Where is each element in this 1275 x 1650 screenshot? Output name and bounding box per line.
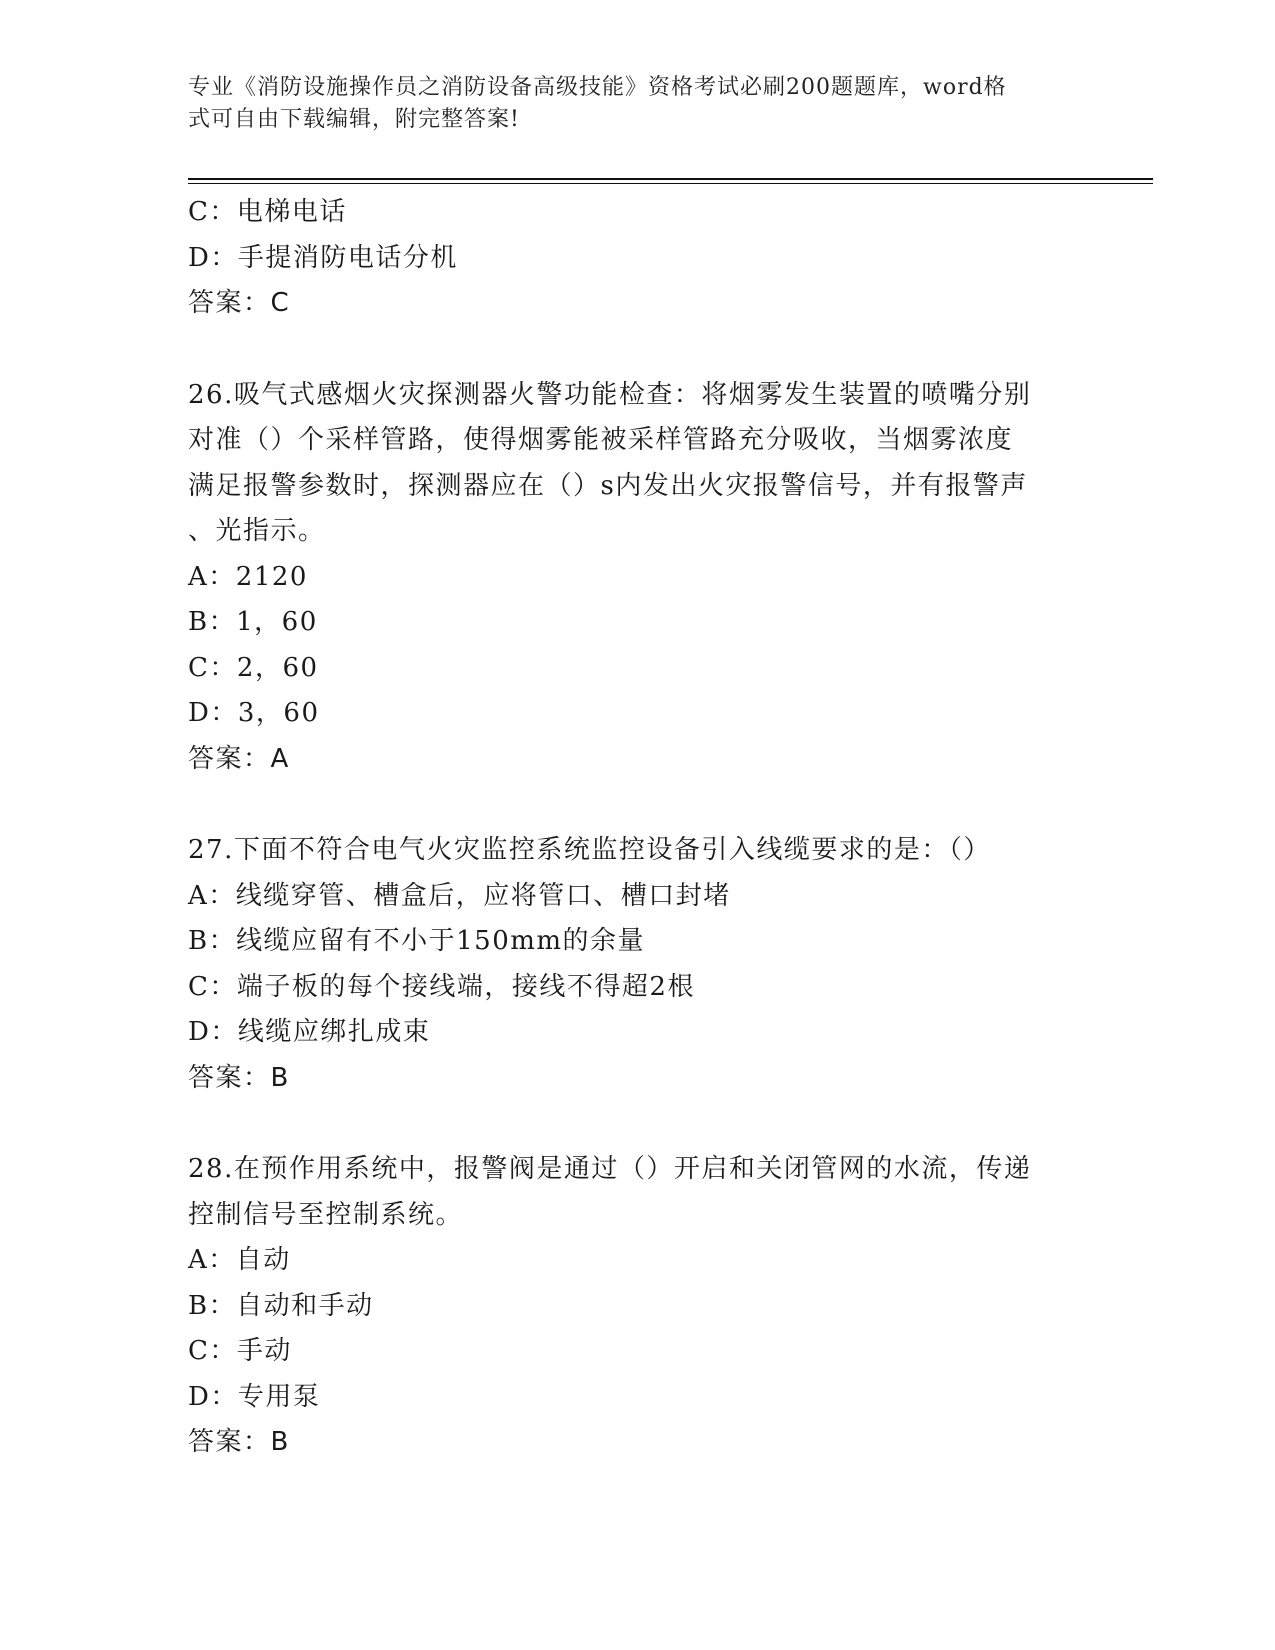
option-b	[188, 919, 1088, 965]
option-b	[188, 600, 1088, 646]
header-divider-thin	[188, 183, 1153, 184]
stem-line: 28.在预作用系统中，报警阀是通过（）开启和关闭管网的水流，传递	[188, 1154, 1032, 1184]
option-c	[188, 646, 1088, 692]
stem-line: 控制信号至控制系统。	[188, 1199, 464, 1230]
option-label: D：	[188, 242, 238, 273]
question-stem	[188, 828, 1088, 874]
option-label: A：	[188, 561, 236, 592]
option-text: 手提消防电话分机	[237, 242, 458, 273]
option-text: 线缆应留有不小于150mm的余量	[236, 926, 646, 956]
option-label: D：	[188, 1017, 238, 1047]
header-line-2: 式可自由下载编辑，附完整答案!	[188, 107, 520, 132]
question-28	[188, 1147, 1088, 1466]
option-label: A：	[188, 880, 236, 911]
option-text: 端子板的每个接线端，接线不得超2根	[236, 971, 695, 1002]
option-label: C：	[188, 1336, 237, 1366]
option-text: 手动	[236, 1336, 292, 1366]
option-label: B：	[188, 1290, 237, 1321]
header-line-1: 专业《消防设施操作员之消防设备高级技能》资格考试必刷200题题库，word格	[188, 75, 1007, 100]
option-d	[188, 691, 1088, 737]
option-text: 线缆应绑扎成束	[237, 1017, 431, 1047]
stem-line: 满足报警参数时，探测器应在（）s内发出火灾报警信号，并有报警声	[188, 470, 1028, 501]
option-d	[188, 1010, 1088, 1056]
option-text: 自动	[235, 1245, 291, 1275]
option-label: B：	[188, 926, 237, 956]
spacer	[188, 782, 1088, 828]
stem-line: 26.吸气式感烟火灾探测器火警功能检查：将烟雾发生装置的喷嘴分别	[188, 379, 1032, 410]
option-d	[188, 1375, 1088, 1421]
answer-line: 答案：B	[188, 1062, 290, 1093]
option-a	[188, 555, 1088, 601]
option-label: A：	[188, 1245, 236, 1275]
option-text: 2120	[235, 561, 308, 592]
option-label: D：	[188, 1381, 238, 1412]
question-27	[188, 828, 1088, 1101]
option-label: C：	[188, 652, 237, 683]
option-c	[188, 190, 1088, 236]
stem-line: 对准（）个采样管路，使得烟雾能被采样管路充分吸收，当烟雾浓度	[188, 425, 1014, 455]
option-label: B：	[188, 607, 237, 637]
option-text: 2，60	[236, 652, 319, 683]
option-label: C：	[188, 971, 237, 1002]
document-body	[188, 190, 1088, 1466]
option-text: 电梯电话	[236, 197, 347, 227]
answer-line: 答案：C	[188, 288, 291, 318]
option-text: 3，60	[237, 698, 320, 728]
header-divider-thick	[188, 178, 1153, 180]
option-text: 专用泵	[237, 1381, 321, 1412]
option-c	[188, 965, 1088, 1011]
option-c	[188, 1329, 1088, 1375]
option-text: 线缆穿管、槽盒后，应将管口、槽口封堵	[235, 880, 731, 911]
answer-line: 答案：B	[188, 1427, 290, 1457]
question-26	[188, 373, 1088, 783]
option-label: D：	[188, 698, 238, 728]
prev-question	[188, 190, 1088, 327]
option-text: 自动和手动	[236, 1290, 374, 1321]
option-d	[188, 236, 1088, 282]
spacer	[188, 1101, 1088, 1147]
option-text: 1，60	[236, 607, 318, 637]
stem-line: 、光指示。	[188, 516, 326, 546]
question-stem	[188, 1147, 1088, 1238]
stem-line: 27.下面不符合电气火灾监控系统监控设备引入线缆要求的是：（）	[188, 835, 991, 865]
spacer	[188, 327, 1088, 373]
option-b	[188, 1284, 1088, 1330]
option-label: C：	[188, 197, 237, 227]
option-a	[188, 1238, 1088, 1284]
document-header	[188, 72, 1068, 136]
question-stem	[188, 373, 1088, 555]
answer-line: 答案：A	[188, 743, 290, 774]
option-a	[188, 874, 1088, 920]
